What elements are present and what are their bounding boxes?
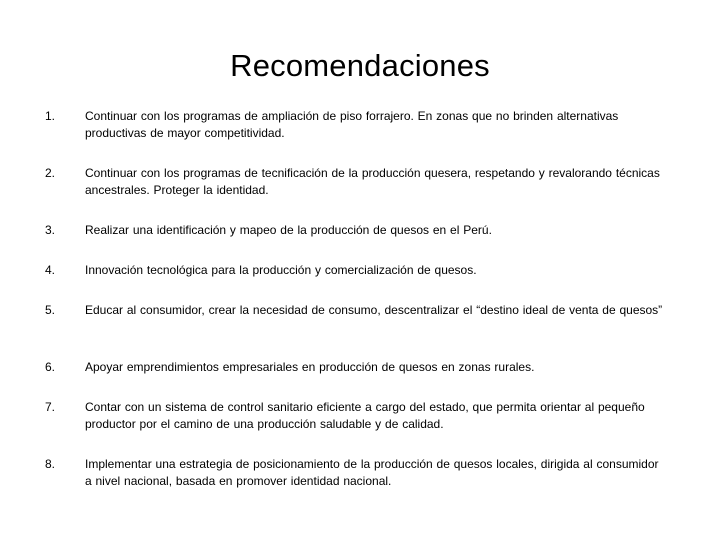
item-number: 4. [45, 263, 56, 277]
item-text: Realizar una identificación y mapeo de la producción de quesos en el Perú. [85, 223, 492, 237]
item-text: Educar al consumidor, crear la necesidad de consumo, descentralizar el “destino ideal de venta de quesos” [85, 303, 663, 317]
item-number: 8. [45, 457, 56, 471]
item-text: Continuar con los programas de ampliación de piso forrajero. En zonas que no brinden alternativas productivas de mayor competitividad. [85, 109, 619, 140]
item-text: Contar con un sistema de control sanitario eficiente a cargo del estado, que permita orientar al pequeño productor por el camino de una producción saludable y de calidad. [85, 400, 645, 431]
slide-title: Recomendaciones [230, 48, 490, 83]
item-number: 2. [45, 166, 56, 180]
item-text: Continuar con los programas de tecnificación de la producción quesera, respetando y revalorando técnicas ancestrales. Proteger la identidad. [85, 166, 660, 197]
item-text: Innovación tecnológica para la producción y comercialización de quesos. [85, 263, 477, 277]
item-number: 6. [45, 360, 56, 374]
item-text: Apoyar emprendimientos empresariales en producción de quesos en zonas rurales. [85, 360, 535, 374]
item-text: Implementar una estrategia de posicionamiento de la producción de quesos locales, dirigida al consumidor a nivel nacional, basada en promover identidad nacional. [85, 457, 659, 488]
item-number: 5. [45, 303, 56, 317]
item-number: 7. [45, 400, 56, 414]
item-number: 1. [45, 109, 56, 123]
item-number: 3. [45, 223, 56, 237]
